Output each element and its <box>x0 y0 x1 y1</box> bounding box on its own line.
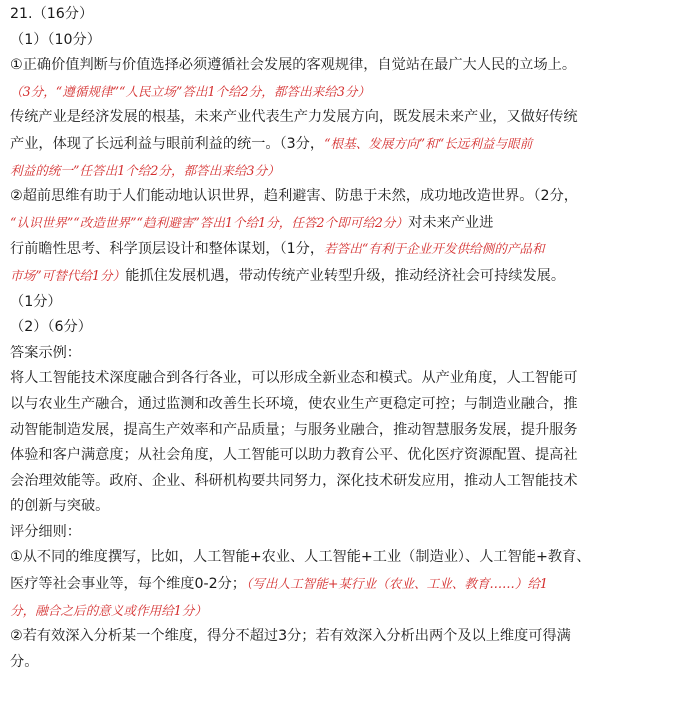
part1-text-line: “认识世界”“改造世界”“趋利避害”答出1个给1分，任答2个即可给2分）对未来产业进 <box>10 214 494 231</box>
example-line: 会治理效能等。政府、企业、科研机构要共同努力，深化技术研发应用，推动人工智能技术 <box>10 472 578 489</box>
part1-point1-scoring: （3分，“遵循规律”“人民立场”答出1个给2分，都答出来给3分） <box>10 83 371 99</box>
question-title: 21.（16分） <box>10 6 94 22</box>
rule-line: ②若有效深入分析某一个维度，得分不超过3分；若有效深入分析出两个及以上维度可得满 <box>10 628 571 645</box>
part1-point2: ②超前思维有助于人们能动地认识世界，趋利避害、防患于未然，成功地改造世界。（2分， <box>10 188 578 205</box>
example-line: 动智能制造发展，提高生产效率和产品质量；与服务业融合，推动智慧服务发展，提升服务 <box>10 421 578 438</box>
rule-scoring-line: 分，融合之后的意义或作用给1分） <box>10 602 207 618</box>
part1-text-line: 传统产业是经济发展的根基，未来产业代表生产力发展方向，既发展未来产业，又做好传统 <box>10 109 578 126</box>
part1-score: （1分） <box>10 293 62 310</box>
part1-scoring-line: 利益的统一”任答出1个给2分，都答出来给3分） <box>10 162 280 178</box>
part1-text-line: 产业，体现了长远利益与眼前利益的统一。（3分，“根基、发展方向”和“长远利益与眼前 <box>10 135 533 152</box>
part1-text-line: 行前瞻性思考、科学顶层设计和整体谋划，（1分，若答出“有利于企业开发供给侧的产品和 <box>10 241 545 258</box>
example-line: 体验和客户满意度；从社会角度，人工智能可以助力教育公平、优化医疗资源配置、提高社 <box>10 447 578 464</box>
rule-line: 医疗等社会事业等，每个维度0-2分；（写出人工智能+某行业（农业、工业、教育……）给1 <box>10 576 548 593</box>
part1-text-line: 市场”可替代给1分）能抓住发展机遇，带动传统产业转型升级，推动经济社会可持续发展。 <box>10 267 566 284</box>
part2-title: （2）（6分） <box>10 319 92 336</box>
rules-label: 评分细则： <box>10 523 81 540</box>
example-line: 以与农业生产融合，通过监测和改善生长环境，使农业生产更稳定可控；与制造业融合，推 <box>10 395 578 412</box>
rule-line: ①从不同的维度撰写，比如，人工智能+农业、人工智能+工业（制造业）、人工智能+教育、 <box>10 549 591 566</box>
example-line: 的创新与突破。 <box>10 498 110 515</box>
example-line: 将人工智能技术深度融合到各行各业，可以形成全新业态和模式。从产业角度，人工智能可 <box>10 370 578 387</box>
example-label: 答案示例： <box>10 344 81 361</box>
rule-line: 分。 <box>10 653 39 670</box>
part1-point1: ①正确价值判断与价值选择必须遵循社会发展的客观规律，自觉站在最广大人民的立场上。 <box>10 57 577 74</box>
part1-title: （1）（10分） <box>10 31 101 48</box>
